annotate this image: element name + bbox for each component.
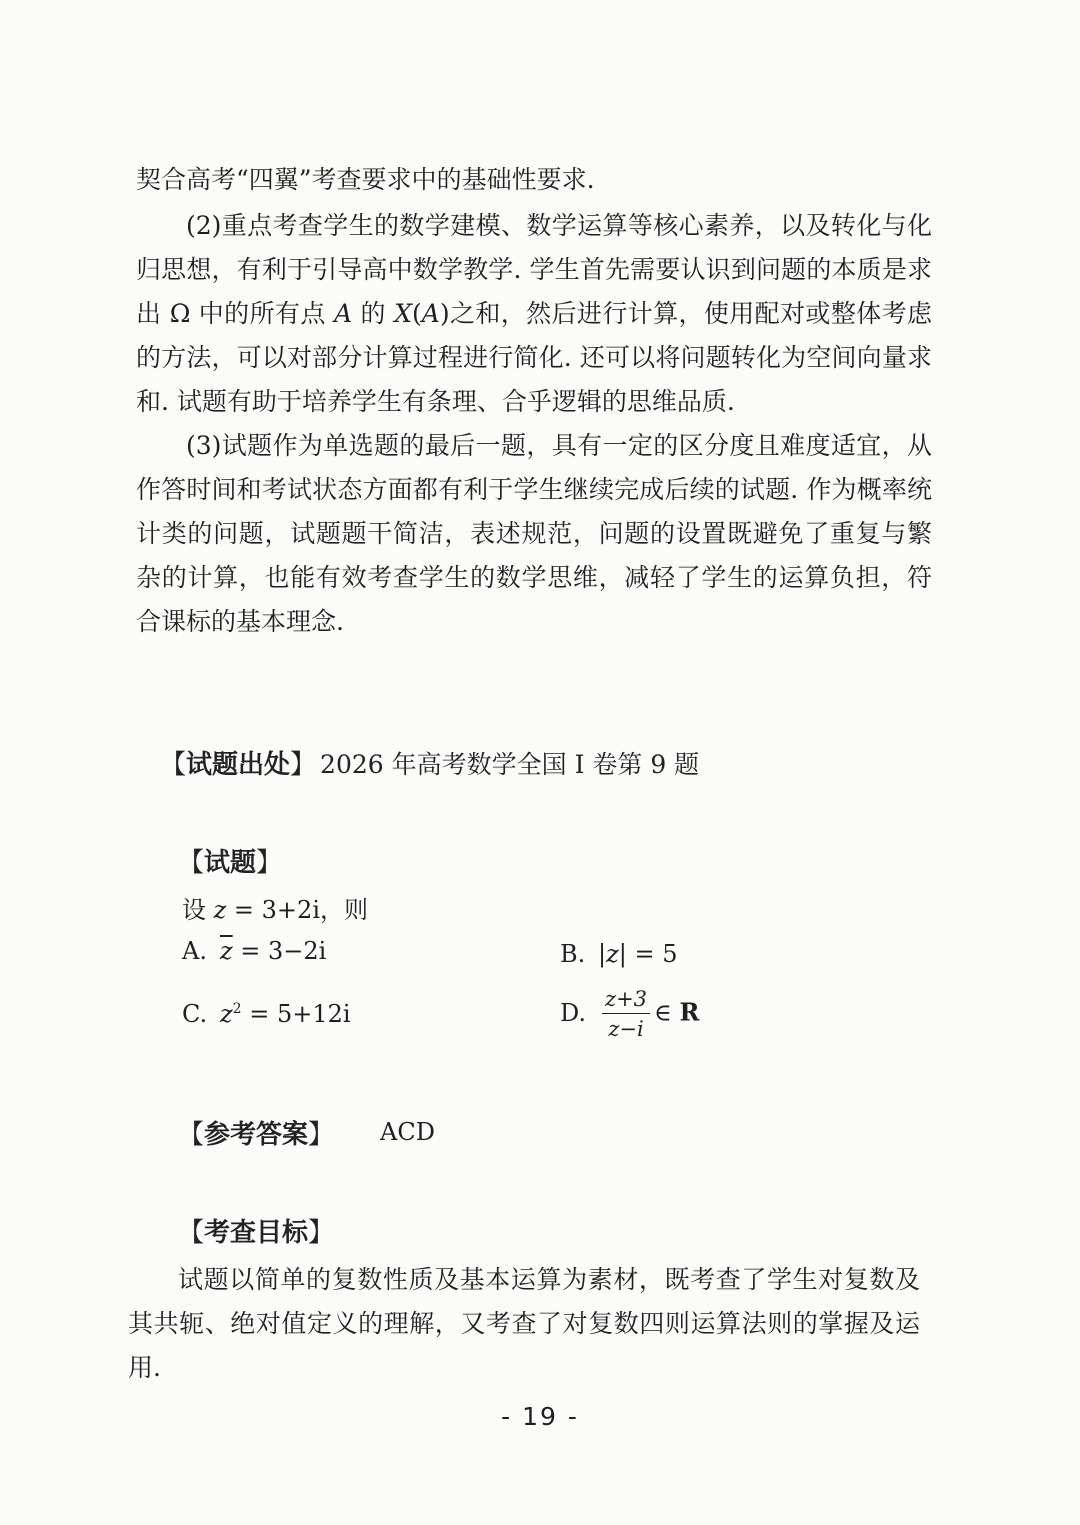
stem-variable: z bbox=[213, 896, 227, 924]
point-2-var-a2: A bbox=[421, 299, 440, 328]
question-stem: 设 z = 3+2i，则 bbox=[182, 896, 368, 924]
question-label: 试题 bbox=[204, 848, 257, 878]
answer-heading: 【参考答案】 bbox=[178, 1120, 335, 1150]
point-2-var-x: X bbox=[394, 299, 413, 328]
option-b-label: B. bbox=[560, 940, 586, 968]
objective-label: 考查目标 bbox=[204, 1218, 309, 1248]
source-label: 试题出处 bbox=[186, 750, 291, 780]
point-2-text-a: (2)重点考查学生的数学建模、数学运算等核心素养，以及转化与化归思想，有利于引导高中数学教学. 学生首先需要认识到问题的本质是求出 Ω 中的所有点 bbox=[136, 211, 932, 328]
option-d-label: D. bbox=[560, 998, 587, 1027]
option-a-conjugate: $\overline{z}$ bbox=[220, 937, 233, 965]
objective-heading: 【考查目标】 bbox=[178, 1218, 335, 1248]
point-2-text-b: 的 bbox=[352, 299, 395, 328]
point-2-var-a: A bbox=[334, 299, 353, 328]
paragraph-intro bbox=[136, 158, 932, 202]
option-a: A. $\overline{z} = 3-2i$ bbox=[182, 937, 327, 965]
point-3-text: (3)试题作为单选题的最后一题，具有一定的区分度且难度适宜，从作答时间和考试状态方面都有利于学生继续完成后续的试题. 作为概率统计类的问题，试题题干简洁，表述规范，问题的设置既避免了重复与繁杂的计算，也能有效考查学生的数学思维，减轻了学生的运算负担，符合课标的基本理念. bbox=[136, 431, 932, 636]
source-text: 2026 年高考数学全国 I 卷第 9 题 bbox=[320, 750, 700, 779]
option-c-label: C. bbox=[182, 1000, 208, 1028]
objective-paragraph: 试题以简单的复数性质及基本运算为素材，既考查了学生对复数及其共轭、绝对值定义的理解，又考查了对复数四则运算法则的掌握及运用. bbox=[128, 1265, 920, 1382]
point-2-text-d: )之和，然后进行计算，使用配对或整体考虑的方法，可以对部分计算过程进行简化. 还可以将问题转化为空间向量求和. 试题有助于培养学生有条理、合乎逻辑的思维品质. bbox=[136, 299, 932, 416]
paragraph-intro-text: 契合高考“四翼”考查要求中的基础性要求. bbox=[136, 165, 595, 194]
option-c: C. $z^2 = 5+12i$ bbox=[182, 1000, 351, 1028]
page-number: - 19 - bbox=[501, 1402, 579, 1431]
answer-value: ACD bbox=[380, 1118, 435, 1146]
source-heading: 【试题出处】 2026 年高考数学全国 I 卷第 9 题 bbox=[160, 750, 700, 780]
answer-label: 参考答案 bbox=[204, 1120, 309, 1150]
option-d-fraction: $\frac{z+3}{z-i}$ bbox=[602, 988, 650, 1040]
paragraph-point-3 bbox=[136, 424, 932, 644]
paragraph-point-2 bbox=[136, 204, 932, 424]
option-a-label: A. bbox=[182, 937, 207, 965]
option-b: B. |z| = 5 bbox=[560, 940, 678, 968]
point-2-paren-open: ( bbox=[412, 299, 422, 328]
option-d: D. $\frac{z+3}{z-i}$ ∈ R bbox=[560, 987, 700, 1041]
question-heading: 【试题】 bbox=[178, 848, 283, 878]
